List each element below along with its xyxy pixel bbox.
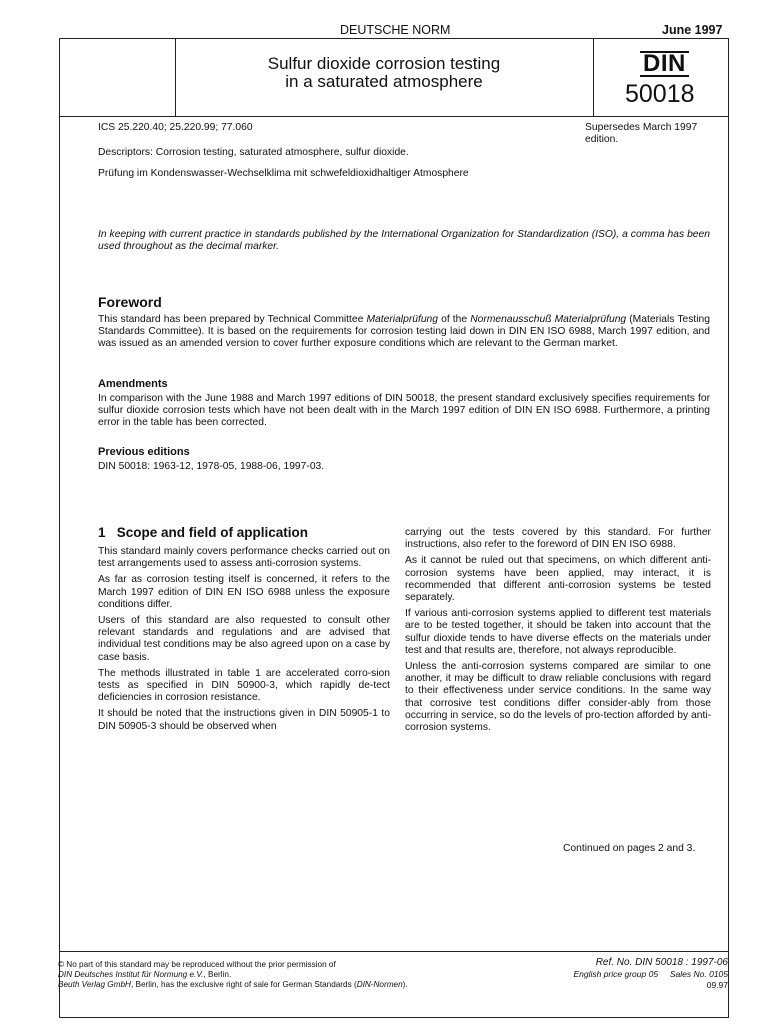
amendments-heading: Amendments (98, 378, 168, 390)
price-sales-line (530, 969, 728, 980)
foreword-text-c: of the (438, 314, 471, 325)
paragraph: carrying out the tests covered by this standard. For further instructions, also refer to the foreword of DIN EN ISO 6988. (405, 527, 711, 551)
copyright-line-1: © No part of this standard may be reproduced without the prior permission of (58, 960, 336, 969)
paragraph: The methods illustrated in table 1 are accelerated corro-sion tests as specified in DIN 50900-3, which rapidly de-tect deficiencies in corrosion resistance. (98, 667, 390, 704)
section-1-right-column (405, 527, 711, 738)
din-logo-text: DIN (640, 51, 689, 77)
supersedes-line-2: edition. (585, 134, 619, 145)
continued-note: Continued on pages 2 and 3. (563, 843, 696, 854)
paragraph: Users of this standard are also requested to consult other relevant standards and regulations and are advised that individual test conditions may be also agreed upon on a case by case basis. (98, 615, 390, 663)
supersedes-line-1: Supersedes March 1997 (585, 122, 698, 133)
footer-divider (59, 951, 729, 952)
publication-date: June 1997 (662, 23, 723, 37)
foreword-heading: Foreword (98, 294, 162, 310)
foreword-text (98, 314, 710, 350)
document-title (175, 55, 593, 91)
foreword-committee: Materialprüfung (366, 314, 439, 325)
date-code: 09.97 (706, 980, 728, 990)
previous-editions-text: DIN 50018: 1963-12, 1978-05, 1988-06, 1997-03. (98, 461, 325, 472)
section-title: Scope and field of application (116, 525, 309, 540)
title-line-2: in a saturated atmosphere (285, 72, 483, 91)
paragraph: If various anti-corrosion systems applied to different test materials are to be tested together, it should be taken into account that the sulfur dioxide tends to have diverse effects on the materials under test and that results are, therefore, not always reproducible. (405, 608, 711, 656)
copyright-line-3-end: ). (402, 980, 408, 989)
paragraph: Unless the anti-corrosion systems compared are similar to one another, it may be difficult to draw reliable conclusions with regard to their effectiveness under service conditions. In the same way that corrosive test conditions differ consider-ably from those occurring in service, so do the levels of pro-tection afforded by anti-corrosion systems. (405, 661, 712, 734)
copyright-line-2 (58, 970, 498, 980)
german-title: Prüfung im Kondenswasser-Wechselklima mit schwefeldioxidhaltiger Atmosphere (98, 168, 469, 179)
ics-codes: ICS 25.220.40; 25.220.99; 77.060 (98, 122, 253, 133)
paragraph: It should be noted that the instructions given in DIN 50905-1 to DIN 50905-3 should be observed when (98, 708, 390, 732)
foreword-standards-body: Normenausschuß Materialprüfung (470, 314, 627, 325)
paragraph: This standard mainly covers performance checks carried out on test arrangements used to assess anti-corrosion systems. (98, 546, 390, 570)
iso-decimal-note: In keeping with current practice in standards published by the International Organization for Standardization (ISO), a comma has been used throughout as the decimal marker. (98, 229, 710, 252)
foreword-text-a: This standard has been prepared by Technical Committee (98, 314, 367, 325)
reference-number: Ref. No. DIN 50018 : 1997-06 (595, 957, 728, 968)
standard-number: 50018 (625, 80, 695, 108)
section-1-left-column (98, 546, 390, 737)
supersedes-note (585, 122, 697, 146)
price-group: English price group 05 (573, 969, 659, 979)
section-number: 1 (98, 525, 106, 540)
copyright-notice (58, 960, 498, 990)
section-1-heading (98, 525, 308, 540)
title-divider-right (593, 38, 594, 117)
amendments-text: In comparison with the June 1988 and March 1997 editions of DIN 50018, the present standard exclusively specifies requirements for sulfur dioxide corrosion tests which have not been dealt with in the March 1997 edition of DIN EN ISO 6988. Furthermore, a printing error in the table has been corrected. (98, 393, 710, 428)
din-institute-name: DIN Deutsches Institut für Normung e.V. (58, 970, 204, 979)
paragraph: As it cannot be ruled out that specimens, on which different anti-corrosion systems have been applied, may interact, it is recommended that different anti-corrosion systems be tested separately. (405, 555, 711, 604)
din-normen: DIN-Normen (356, 980, 403, 989)
previous-editions-heading: Previous editions (98, 446, 190, 458)
reference-block (530, 957, 728, 991)
din-logo (640, 50, 689, 78)
beuth-verlag-name: Beuth Verlag GmbH (58, 980, 131, 989)
sales-number: Sales No. 0105 (669, 969, 728, 979)
copyright-line-3 (58, 980, 498, 990)
descriptors: Descriptors: Corrosion testing, saturated atmosphere, sulfur dioxide. (98, 147, 409, 158)
standard-type: DEUTSCHE NORM (340, 23, 451, 37)
paragraph: As far as corrosion testing itself is concerned, it refers to the March 1997 edition of DIN EN ISO 6988 unless the exposure conditions differ. (98, 574, 390, 610)
copyright-line-2-rest: , Berlin. (203, 970, 232, 979)
copyright-line-3-rest: , Berlin, has the exclusive right of sale for German Standards ( (130, 980, 357, 989)
foreword-text-e: (Materials Testing Standards Committee). It is based on the requirements for corrosion testing laid down in DIN EN ISO 6988, March 1997 edition, and was issued as an amended version to cover further exposure conditions which are relevant to the German market. (98, 314, 710, 349)
title-line-1: Sulfur dioxide corrosion testing (267, 54, 501, 73)
